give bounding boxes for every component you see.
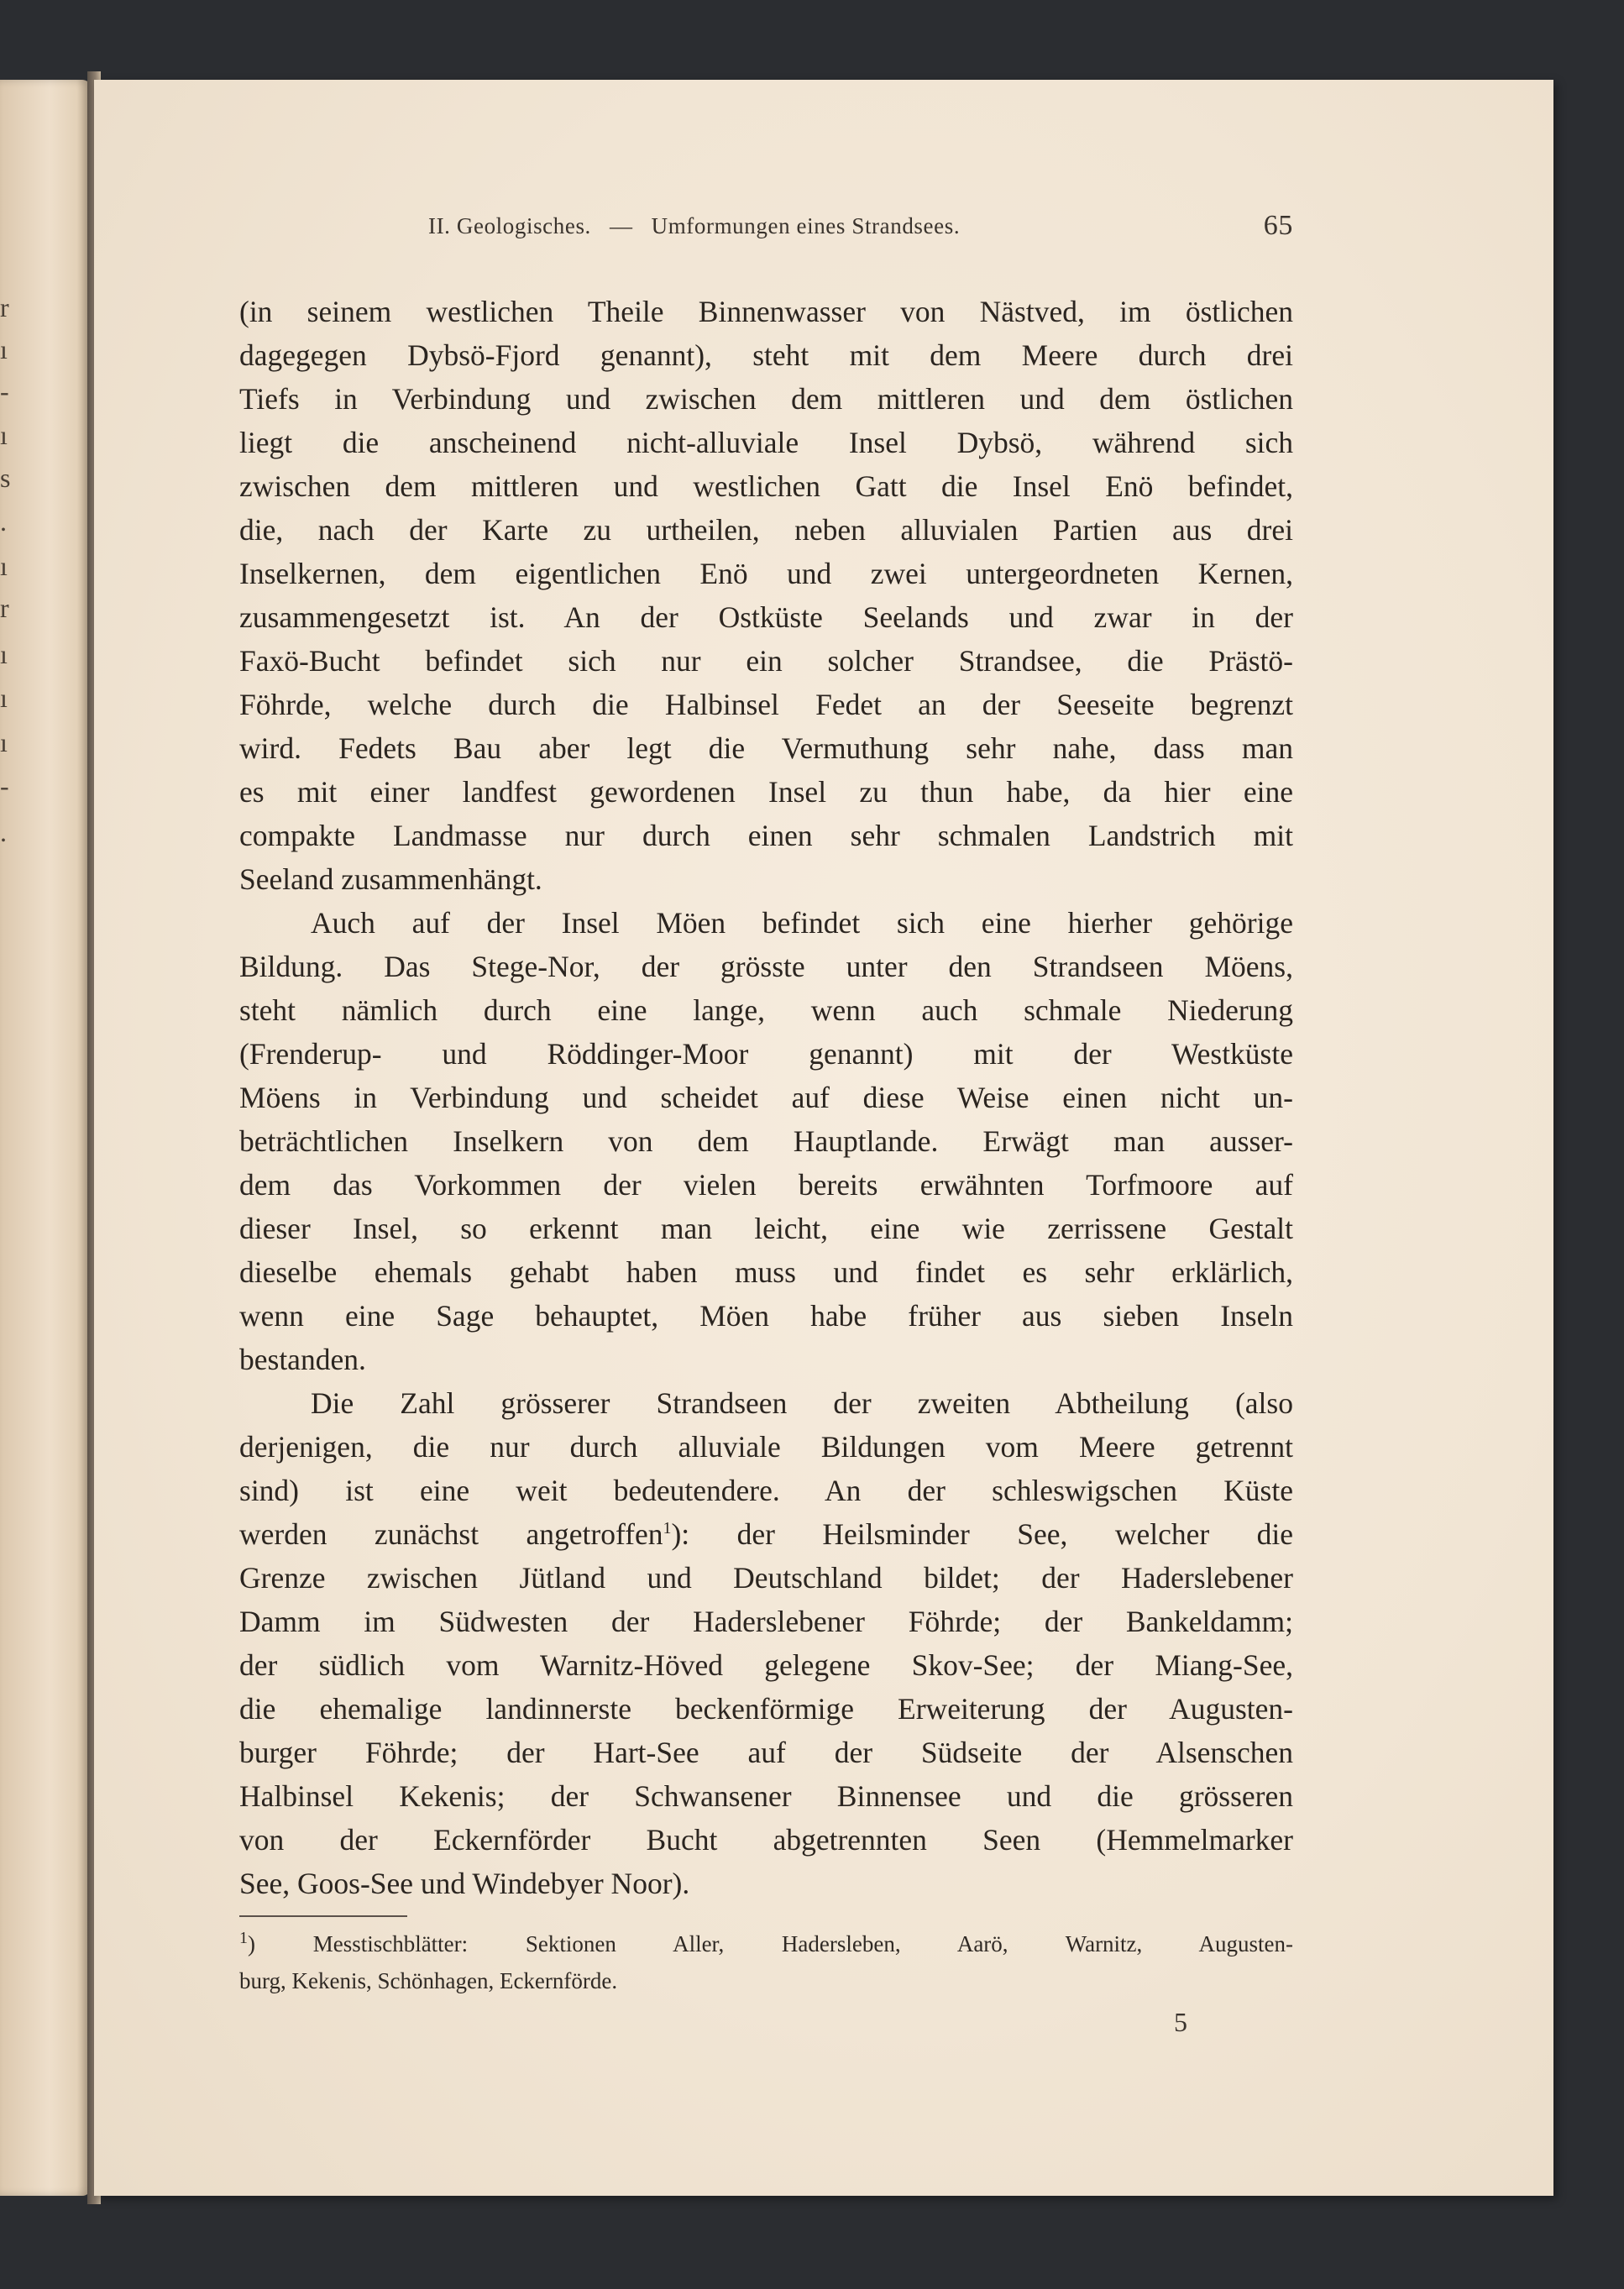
text-line: wird. Fedets Bau aber legt die Vermuthung sehr nahe, dass man (239, 731, 1293, 765)
text-line: Die Zahl grösserer Strandseen der zweiten Abtheilung (also (311, 1386, 1293, 1420)
text-line: sind) ist eine weit bedeutendere. An der schleswigschen Küste (239, 1474, 1293, 1507)
text-line: dagegegen Dybsö-Fjord genannt), steht mit dem Meere durch drei (239, 338, 1293, 372)
text-line: Faxö-Bucht befindet sich nur ein solcher Strandsee, die Prästö- (239, 644, 1293, 678)
page-number: 65 (1263, 210, 1293, 241)
left-page-edge (0, 80, 91, 2196)
footnote-line (239, 1925, 1293, 1962)
footnote-text: ) Messtischblätter: Sektionen Aller, Hadersleben, Aarö, Warnitz, Augusten- (248, 1931, 1293, 1956)
text-line: derjenigen, die nur durch alluviale Bildungen vom Meere getrennt (239, 1430, 1293, 1464)
text-line: beträchtlichen Inselkern von dem Hauptlande. Erwägt man ausser- (239, 1124, 1293, 1158)
text-line: compakte Landmasse nur durch einen sehr schmalen Landstrich mit (239, 819, 1293, 852)
edge-char: ı (0, 727, 8, 757)
text-line: steht nämlich durch eine lange, wenn auch schmale Niederung (239, 993, 1293, 1027)
signature-mark: 5 (1174, 2007, 1187, 2037)
text-line: es mit einer landfest gewordenen Insel zu thun habe, da hier eine (239, 775, 1293, 809)
text-line: Damm im Südwesten der Haderslebener Föhrde; der Bankeldamm; (239, 1605, 1293, 1638)
text-line: Föhrde, welche durch die Halbinsel Fedet an der Seeseite begrenzt (239, 688, 1293, 721)
text-line: zwischen dem mittleren und westlichen Gatt die Insel Enö befindet, (239, 469, 1293, 503)
text-line: Bildung. Das Stege-Nor, der grösste unter den Strandseen Möens, (239, 950, 1293, 983)
edge-char: ı (0, 683, 8, 713)
text-line: liegt die anscheinend nicht-alluviale Insel Dybsö, während sich (239, 426, 1293, 459)
text-line: Auch auf der Insel Möen befindet sich eine hierher gehörige (311, 906, 1293, 940)
text-line: die, nach der Karte zu urtheilen, neben alluvialen Partien aus drei (239, 513, 1293, 547)
footnote-line: burg, Kekenis, Schönhagen, Eckernförde. (239, 1968, 618, 1993)
text-line: Tiefs in Verbindung und zwischen dem mittleren und dem östlichen (239, 382, 1293, 416)
footnote-divider (239, 1915, 407, 1917)
edge-char: ı (0, 334, 8, 364)
edge-char: ı (0, 420, 8, 450)
text-line: burger Föhrde; der Hart-See auf der Südseite der Alsenschen (239, 1736, 1293, 1769)
edge-char: r (0, 593, 9, 623)
text-line: zusammengesetzt ist. An der Ostküste Seelands und zwar in der (239, 600, 1293, 634)
text-line: Möens in Verbindung und scheidet auf diese Weise einen nicht un- (239, 1081, 1293, 1114)
text-line: die ehemalige landinnerste beckenförmige Erweiterung der Augusten- (239, 1692, 1293, 1726)
text-line: wenn eine Sage behauptet, Möen habe früher aus sieben Inseln (239, 1299, 1293, 1333)
edge-char: . (0, 506, 7, 537)
running-title: II. Geologisches. — Umformungen eines Strandsees. (428, 213, 961, 238)
text-line: (in seinem westlichen Theile Binnenwasser von Nästved, im östlichen (239, 295, 1293, 328)
text-line: Seeland zusammenhängt. (239, 862, 542, 896)
edge-char: s (0, 463, 11, 493)
text-line-with-footnote-ref (239, 1512, 1293, 1556)
edge-char: - (0, 771, 9, 801)
body-text (239, 290, 1293, 1905)
text-line: Halbinsel Kekenis; der Schwansener Binnensee und die grösseren (239, 1779, 1293, 1813)
text-line: (Frenderup- und Röddinger-Moor genannt) mit der Westküste (239, 1037, 1293, 1071)
text-line: Grenze zwischen Jütland und Deutschland bildet; der Haderslebener (239, 1561, 1293, 1595)
text-fragment: werden zunächst angetroffen (239, 1517, 663, 1551)
running-header (428, 210, 1293, 244)
text-line: Inselkernen, dem eigentlichen Enö und zwei untergeordneten Kernen, (239, 557, 1293, 590)
edge-char: r (0, 292, 9, 322)
text-line: dem das Vorkommen der vielen bereits erwähnten Torfmoore auf (239, 1168, 1293, 1202)
text-line: der südlich vom Warnitz-Höved gelegene Skov-See; der Miang-See, (239, 1648, 1293, 1682)
edge-char: - (0, 376, 9, 406)
text-fragment: ): der Heilsminder See, welcher die (671, 1517, 1293, 1551)
edge-char: ı (0, 639, 8, 669)
footnote (239, 1925, 1293, 1999)
text-line: dieser Insel, so erkennt man leicht, eine wie zerrissene Gestalt (239, 1212, 1293, 1245)
edge-char: ı (0, 551, 8, 581)
edge-char: . (0, 817, 7, 847)
text-line: von der Eckernförder Bucht abgetrennten Seen (Hemmelmarker (239, 1823, 1293, 1857)
footnote-marker: 1 (239, 1929, 248, 1947)
footnote-reference[interactable]: 1 (663, 1519, 672, 1538)
text-line: See, Goos-See und Windebyer Noor). (239, 1867, 690, 1900)
text-line: bestanden. (239, 1343, 366, 1376)
text-line: dieselbe ehemals gehabt haben muss und findet es sehr erklärlich, (239, 1255, 1293, 1289)
